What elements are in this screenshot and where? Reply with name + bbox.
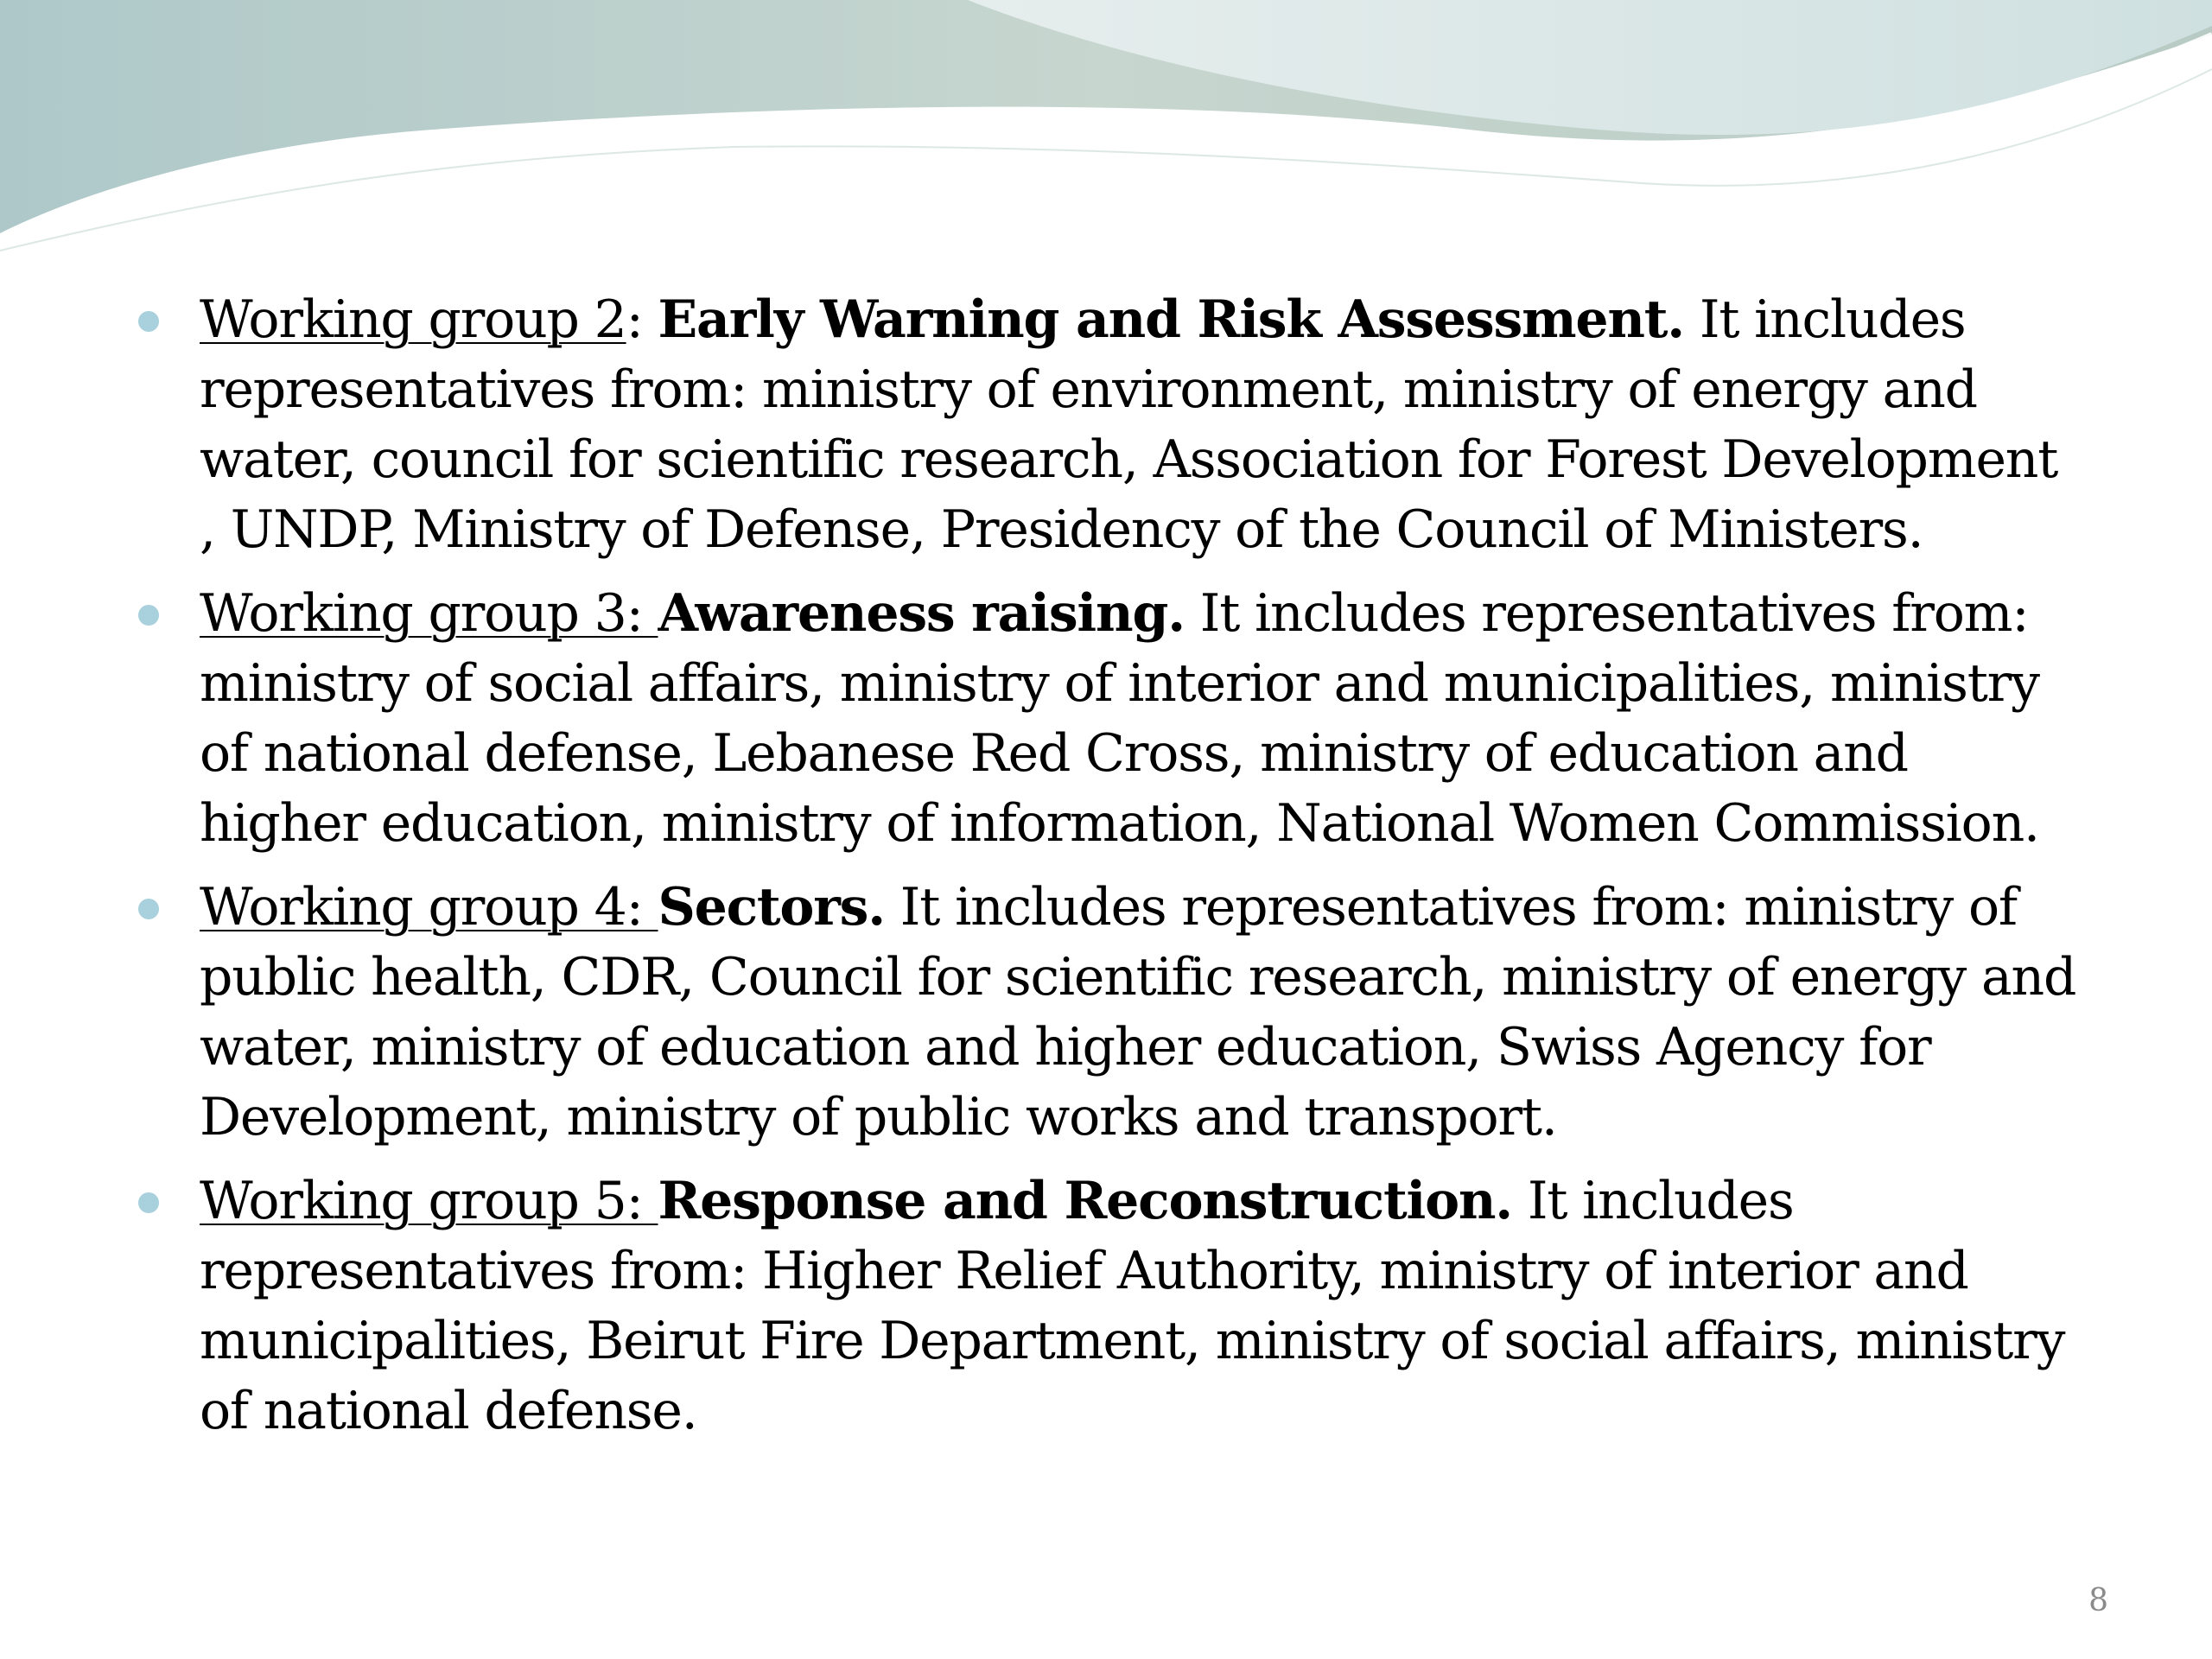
list-item (138, 285, 2082, 565)
working-group-label: Working group 2 (200, 289, 626, 350)
list-item (138, 579, 2082, 859)
working-group-title: Awareness raising. (658, 583, 1185, 644)
label-separator: : (626, 289, 658, 350)
bullet-icon (138, 1192, 159, 1213)
bullet-icon (138, 899, 159, 919)
working-group-title: Early Warning and Risk Assessment. (658, 289, 1684, 350)
working-groups-list (138, 285, 2082, 1446)
working-group-description: It includes representatives from: ministry of social affairs, ministry of interior and municipalities, ministry of national defense, Lebanese Red Cross, ministry of education and higher education, ministry of information, National Women Commission. (200, 583, 2039, 854)
bullet-icon (138, 311, 159, 332)
working-group-description: It includes representatives from: ministry of environment, ministry of energy and water, council for scientific research, Association for Forest Development , UNDP, Ministry of Defense, Presidency of the Council of Ministers. (200, 289, 2058, 560)
list-item (138, 1166, 2082, 1446)
working-group-title: Sectors. (658, 877, 885, 938)
working-group-label: Working group 3: (200, 583, 658, 644)
working-group-label: Working group 5: (200, 1171, 658, 1231)
header-wave-decoration (0, 0, 2212, 259)
working-group-description: It includes representatives from: Higher Relief Authority, ministry of interior and municipalities, Beirut Fire Department, ministry of social affairs, ministry of national defense. (200, 1171, 2065, 1441)
working-group-description: It includes representatives from: ministry of public health, CDR, Council for scientific research, ministry of energy and water, ministry of education and higher education, Swiss Agency for Development, ministry of public works and transport. (200, 877, 2076, 1147)
bullet-icon (138, 605, 159, 626)
slide-number: 8 (2088, 1583, 2108, 1618)
working-group-label: Working group 4: (200, 877, 658, 938)
working-group-title: Response and Reconstruction. (658, 1171, 1512, 1231)
list-item (138, 873, 2082, 1153)
slide-content (138, 285, 2082, 1460)
